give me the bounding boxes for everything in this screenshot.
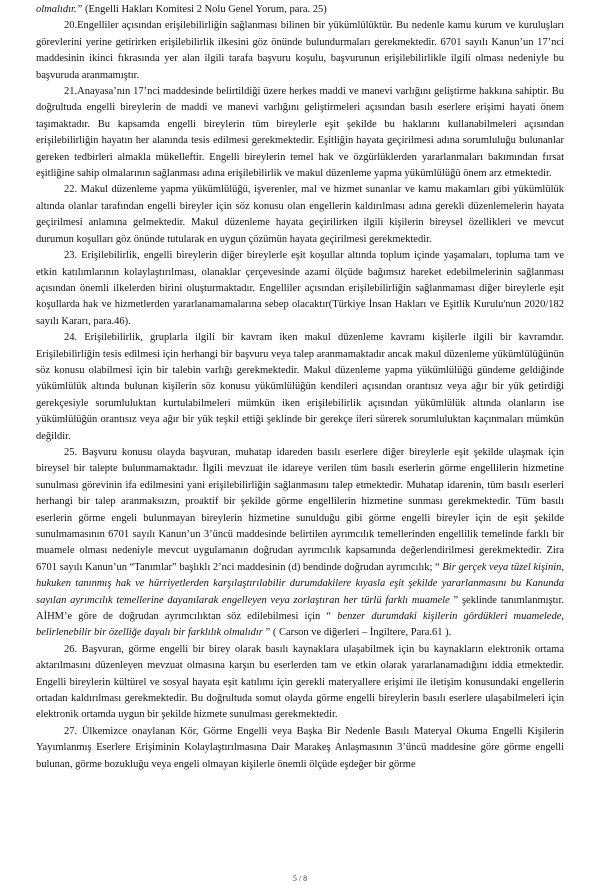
paragraph-24: 24. Erişilebilirlik, gruplarla ilgili bir kavram iken makul düzenleme kavramı kişilerle ilgili bir kavramdır. Erişilebilirliğin tesis edilmesi için herhangi bir başvuru veya talep aranmamaktadır ancak makul düzenleme yükümlülüğünün söz konusu olabilmesi için bir talebin varlığı gerekmektedir. Makul düzenleme yapma yükümlülüğü gündeme geldiğinde yükümlülük altında bulunan kişilerin söz konusu yükümlülüğün kendileri açısından orantısız veya ağır bir yük getirdiği gerekçesiyle sorumluluktan kurtulabilmeleri mümkün iken erişilebilirlik açısından yükümlülük altında olanların ise yükümlülüğün orantısız veya ağır bir yük teşkil ettiği şeklinde bir gerekçe ileri sürerek sorumluluktan kaçınmaları mümkün değildir. xyxy=(36,332,564,442)
intro-paragraph xyxy=(36,2,564,18)
citation: (Engelli Hakları Komitesi 2 Nolu Genel Yorum, para. 25) xyxy=(82,4,327,15)
paragraph-27: 27. Ülkemizce onaylanan Kör, Görme Engelli veya Başka Bir Nedenle Basılı Materyal Okuma Engelli Kişilerin Yayımlanmış Eserlere Erişiminin Kolaylaştırılmasına Dair Marakeş Anlaşmasının 3’üncü maddesine göre görme engelli bulunan, görme bozukluğu veya engeli olmayan kişilerle önemli ölçüde eşdeğer bir görme xyxy=(36,725,564,770)
paragraph-25 xyxy=(36,445,564,642)
paragraph-25-text-cont: ” şeklinde tanımlanmıştır. AİHM’e göre de doğrudan ayrımcılıktan söz edilebilmesi için “ xyxy=(36,594,564,623)
page-number: 5 / 8 xyxy=(292,874,308,883)
document-body xyxy=(36,2,564,773)
paragraph-22: 22. Makul düzenleme yapma yükümlülüğü, işverenler, mal ve hizmet sunanlar ve kamu makamları gibi yükümlülük altında olanlar tarafından engelli bireyler için söz konusu olan engellerin kaldırılması adına gerekli düzenlemelerin hayata geçirilmesi anlamına gelmektedir. Makul düzenleme hayata geçirilirken ilgili kişilerin bireysel özellikleri ve mevcut durumun koşulları göz önünde tutularak en uygun çözümün hayata geçirilmesi gerekmektedir. xyxy=(36,184,564,245)
quote-ending: olmalıdır.” xyxy=(36,4,83,15)
paragraph-21: 21.Anayasa’nın 17’nci maddesinde belirtildiği üzere herkes maddi ve manevi varlığını geliştirme hakkına sahiptir. Bu doğrultuda engelli bireylerin de maddi ve manevi varlığını geliştirmeleri açısından basılı eserlere erişimi hayati önem taşımaktadır. Bu kapsamda engelli bireylerin tüm bireylerle eşit şekilde bu haklarını kullanabilmeleri açısından erişilebilirliğin hayatın her alanında tesis edilmesi gerekmektedir. Eşitliğin hayata geçirilmesi adına sorumluluğu bulunanlar gereken tedbirleri almakla mükelleftir. Engelli bireylerin temel hak ve özgürlüklerden yararlanmaları bakımından fırsat eşitliğine sahip olmalarının sağlanması adına erişilebilirlik ve makul düzenleme yapma yükümlülüğü önem arz etmektedir. xyxy=(36,86,564,180)
paragraph-25-text: 25. Başvuru konusu olayda başvuran, muhatap idareden basılı eserlere diğer bireylerle eşit şekilde ulaşmak için bireysel bir talepte bulunmamaktadır. İlgili mevzuat ile idareye verilen tüm basılı eserlerin görme engellilerin hizmetine sunulması görevinin ifa edilmesini yani erişilebilirliğin sağlanmasını talep etmektedir. Muhatap idarenin, tüm basılı eserleri herhangi bir talep aranmaksızın, proaktif bir şekilde görme engellilerin hizmetine sunması gerekmektedir. Tüm basılı eserlerin görme engeli bulunmayan bireylerin hizmetine sunulduğu gibi görme engelli bireyler için de eşit şekilde sunulmamasının 6701 sayılı Kanun’un 3’üncü maddesinde belirtilen ayrımcılık temellerinden engellilik temelinde farklı bir muamele olması nedeniyle mevcut uygulamanın doğrudan ayrımcılık kapsamında değerlendirilmesi gerekmektedir. Zira 6701 sayılı Kanun’un “Tanımlar” başlıklı 2’nci maddesinin (d) bendinde doğrudan ayrımcılık; “ xyxy=(36,446,564,573)
case-citation: ” ( Carson ve diğerleri – İngiltere, Para.61 ). xyxy=(265,627,452,639)
law-definition-quote: Bir gerçek veya tüzel kişinin, hukuken tanınmış hak ve hürriyetlerden karşılaştırılabilir durumdakilere kıyasla eşit şekilde yararlanmasını bu Kanunda sayılan ayrımcılık temellerine dayanılarak engelleyen veya zorlaştıran her türlü farklı muamele xyxy=(36,561,564,606)
paragraph-26: 26. Başvuran, görme engelli bir birey olarak basılı kaynaklara ulaşabilmek için bu kaynakların elektronik ortama aktarılmasını düzenleyen mevzuat olmasına karşın bu eserlerden tam ve etkin olarak yararlanamadığını iddia etmektedir. Engelli bireylerin kültürel ve sosyal hayata eşit katılımı için gerekli materyallere erişimi ile iletişim konusundaki engellerin ortadan kaldırılması gerekmektedir. Bu doğrultuda somut olayda görme engelli bireylerin basılı eserlere ulaşabilmeleri için elektronik ortamda uygun bir şekilde hizmete sunulması gerekmektedir. xyxy=(36,643,564,721)
echr-quote: benzer durumdaki kişilerin gördükleri muamelede, belirlenebilir bir özelliğe dayalı bir farklılık olmalıdır xyxy=(36,611,564,639)
paragraph-20: 20.Engelliler açısından erişilebilirliğin sağlanması bilinen bir yükümlülüktür. Bu nedenle kamu kurum ve kuruluşları görevlerini yerine getirirken erişilebilirlik ilkesini göz önünde bulundurmaları gerekmektedir. 6701 sayılı Kanun’un 17’nci maddesinin ikinci fıkrasında yer alan ilgili tarafa başvuru koşulu, başvurunun erişilebilirlikle ilgili olması nedeniyle bu başvuruda aranmamıştır. xyxy=(36,20,564,81)
paragraph-23: 23. Erişilebilirlik, engelli bireylerin diğer bireylerle eşit koşullar altında toplum içinde yaşamaları, topluma tam ve etkin katılımlarının kolaylaştırılması, olanaklar çerçevesinde azami ölçüde bağımsız hareket edebilmelerinin sağlanması açısından önemli ilkelerden birini oluşturmaktadır. Engelliler açısından erişilebilirliğin sağlanmaması diğer bireylerle eşit koşullarda hak ve hizmetlerden yararlanamamalarına sebep olacaktır(Türkiye İnsan Hakları ve Eşitlik Kurulu'nun 2020/182 sayılı Kararı, para.46). xyxy=(36,250,564,327)
